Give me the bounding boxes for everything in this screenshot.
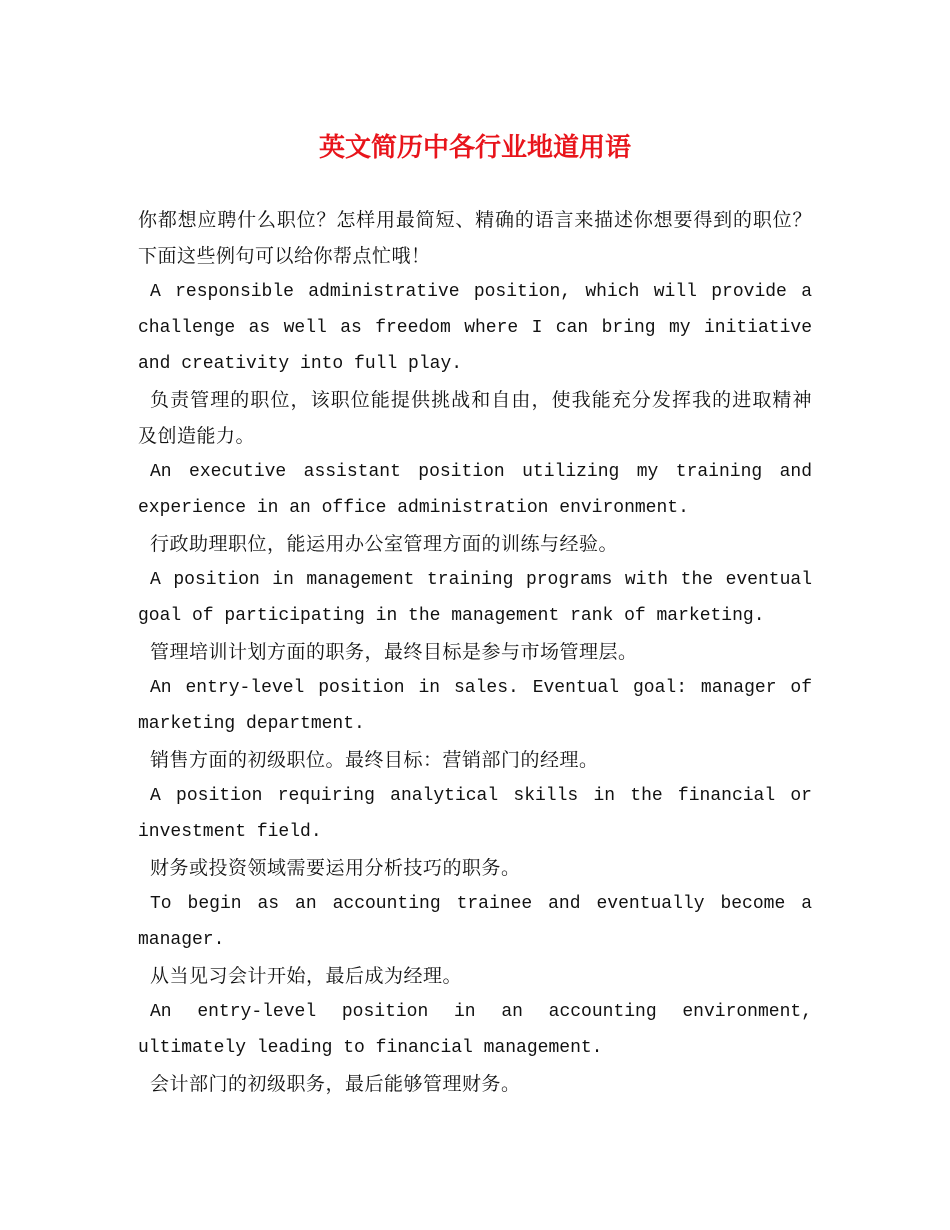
example-translation-zh: 管理培训计划方面的职务，最终目标是参与市场管理层。 [150, 641, 638, 663]
example-sentence-en: A position requiring analytical skills in the financial or investment field. [138, 786, 812, 842]
example-sentence-en: A position in management training programs with the eventual goal of participating in the management rank of marketing. [138, 570, 812, 626]
document-body [138, 202, 812, 1102]
intro-paragraph: 你都想应聘什么职位？怎样用最简短、精确的语言来描述你想要得到的职位？下面这些例句可以给你帮点忙哦！ [138, 209, 812, 267]
example-translation-zh: 行政助理职位，能运用办公室管理方面的训练与经验。 [150, 533, 619, 555]
example-translation-zh: 会计部门的初级职务，最后能够管理财务。 [150, 1073, 521, 1095]
document-title: 英文简历中各行业地道用语 [318, 133, 631, 163]
example-sentence-en: To begin as an accounting trainee and eventually become a manager. [138, 894, 812, 950]
example-sentence-en: An entry-level position in sales. Eventual goal: manager of marketing department. [138, 678, 812, 734]
example-sentence-en: A responsible administrative position, which will provide a challenge as well as freedom where I can bring my initiative and creativity into full play. [138, 282, 812, 374]
example-translation-zh: 销售方面的初级职位。最终目标：营销部门的经理。 [150, 749, 599, 771]
example-translation-zh: 财务或投资领域需要运用分析技巧的职务。 [150, 857, 521, 879]
example-sentence-en: An entry-level position in an accounting environment, ultimately leading to financial management. [138, 1002, 812, 1058]
example-sentence-en: An executive assistant position utilizing my training and experience in an office administration environment. [138, 462, 812, 518]
example-translation-zh: 从当见习会计开始，最后成为经理。 [150, 965, 463, 987]
example-translation-zh: 负责管理的职位，该职位能提供挑战和自由，使我能充分发挥我的进取精神及创造能力。 [138, 389, 812, 447]
